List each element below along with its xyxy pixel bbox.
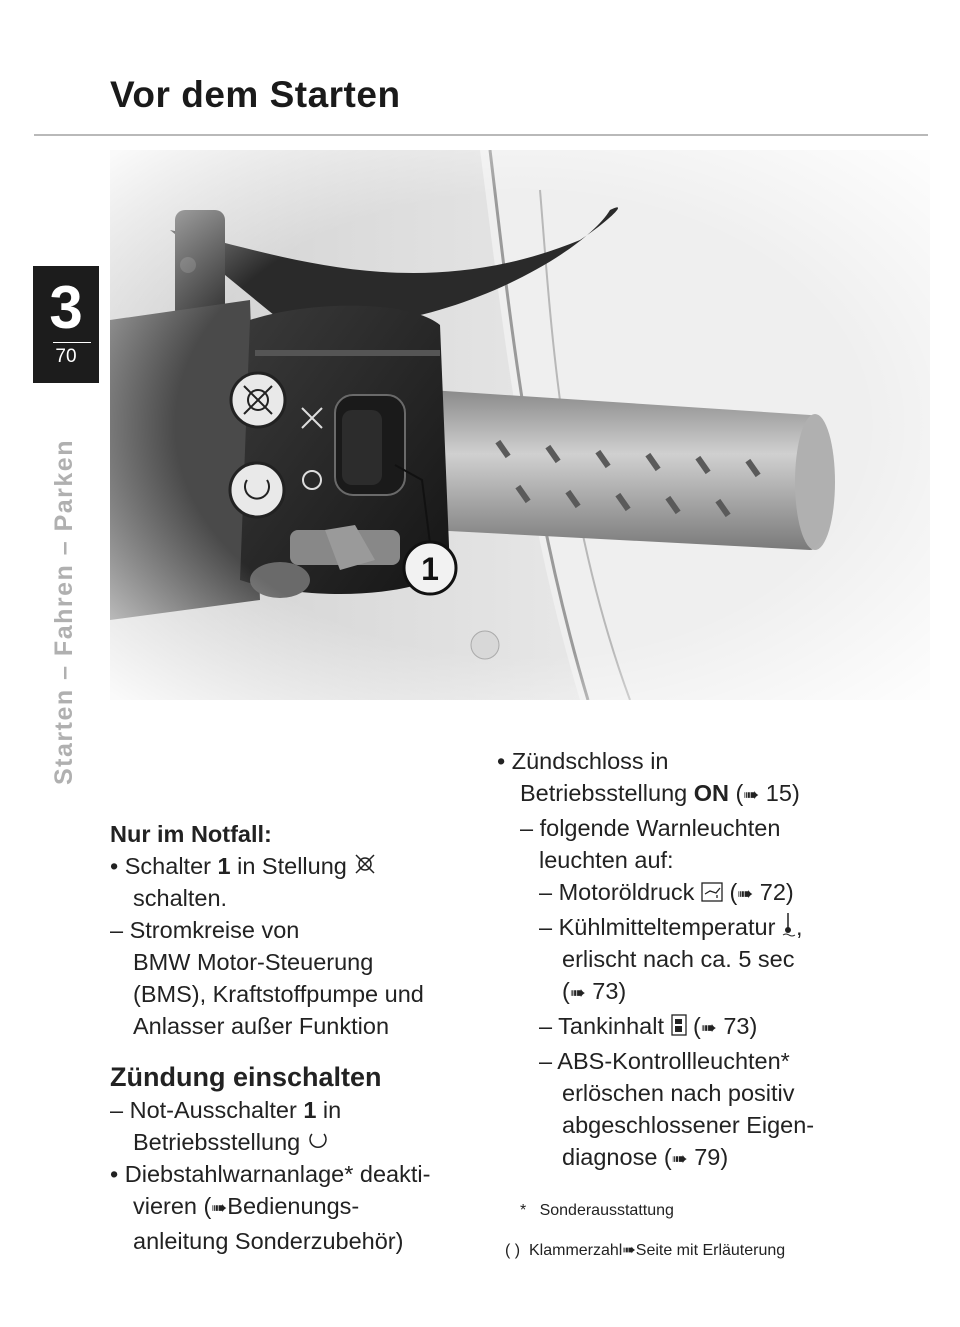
left-column	[110, 818, 430, 1257]
reference-arrow-icon: ➠	[671, 1149, 688, 1170]
instruction-line: diagnose (➠ 79)	[562, 1144, 729, 1170]
instruction-line: (BMS), Kraftstoffpumpe und	[133, 981, 424, 1007]
chapter-divider	[53, 342, 91, 343]
kill-switch-off-icon	[353, 852, 377, 876]
fuel-level-icon	[671, 1014, 687, 1036]
page-title: Vor dem Starten	[110, 74, 401, 115]
instruction-line: Anlasser außer Funktion	[133, 1013, 390, 1039]
footnote-special-equipment: * Sonderausstattung	[520, 1202, 674, 1219]
instruction-line: erlöschen nach positiv	[562, 1080, 795, 1106]
instruction-line: vieren (➠Bedienungs-	[133, 1193, 360, 1219]
instruction-line: Betriebsstellung	[110, 1126, 430, 1158]
instruction-line: abgeschlossener Eigen-	[562, 1112, 815, 1138]
oil-pressure-icon	[701, 882, 723, 902]
reference-arrow-icon: ➠	[622, 1242, 636, 1259]
reference-arrow-icon: ➠	[211, 1198, 228, 1219]
instruction-line: – Not-Ausschalter 1 in	[110, 1097, 342, 1123]
instruction-line: erlischt nach ca. 5 sec	[562, 946, 795, 972]
instruction-line: – Tankinhalt (➠ 73)	[539, 1013, 758, 1039]
instruction-line: – Motoröldruck (➠ 72)	[539, 879, 794, 905]
instruction-line: • Schalter 1 in Stellung	[110, 850, 430, 882]
run-position-icon	[307, 1128, 329, 1152]
coolant-temperature-icon	[782, 911, 796, 937]
instruction-line: anleitung Sonderzubehör)	[133, 1228, 404, 1254]
reference-arrow-icon: ➠	[743, 785, 760, 806]
instruction-line: – ABS-Kontrollleuchten*	[539, 1048, 790, 1074]
instruction-line: Betriebsstellung ON (➠ 15)	[520, 780, 800, 806]
right-column	[497, 745, 814, 1176]
emergency-heading: Nur im Notfall:	[110, 821, 272, 847]
header-rule	[34, 134, 928, 136]
instruction-line: – Stromkreise von	[110, 917, 300, 943]
instruction-line: • Zündschloss in	[497, 748, 669, 774]
instruction-line: • Diebstahlwarnanlage* deakti-	[110, 1161, 431, 1187]
section-title: Zündung einschalten	[110, 1062, 382, 1092]
instruction-line: (➠ 73)	[562, 978, 627, 1004]
reference-arrow-icon: ➠	[569, 983, 586, 1004]
instruction-line: BMW Motor-Steuerung	[133, 949, 374, 975]
chapter-title-vertical: Starten – Fahren – Parken	[50, 439, 78, 785]
instruction-line: leuchten auf:	[539, 847, 674, 873]
chapter-number: 3	[49, 274, 83, 341]
instruction-line: – folgende Warnleuchten	[520, 815, 781, 841]
instruction-line: – Kühlmitteltemperatur ,	[497, 911, 814, 943]
handlebar-switch-photo	[110, 150, 930, 700]
reference-arrow-icon: ➠	[700, 1018, 717, 1039]
reference-arrow-icon: ➠	[737, 884, 754, 905]
instruction-line: schalten.	[133, 885, 228, 911]
footnote-reference-legend: ( ) Klammerzahl➠Seite mit Erläuterung	[505, 1242, 786, 1259]
page-number: 70	[55, 346, 77, 367]
